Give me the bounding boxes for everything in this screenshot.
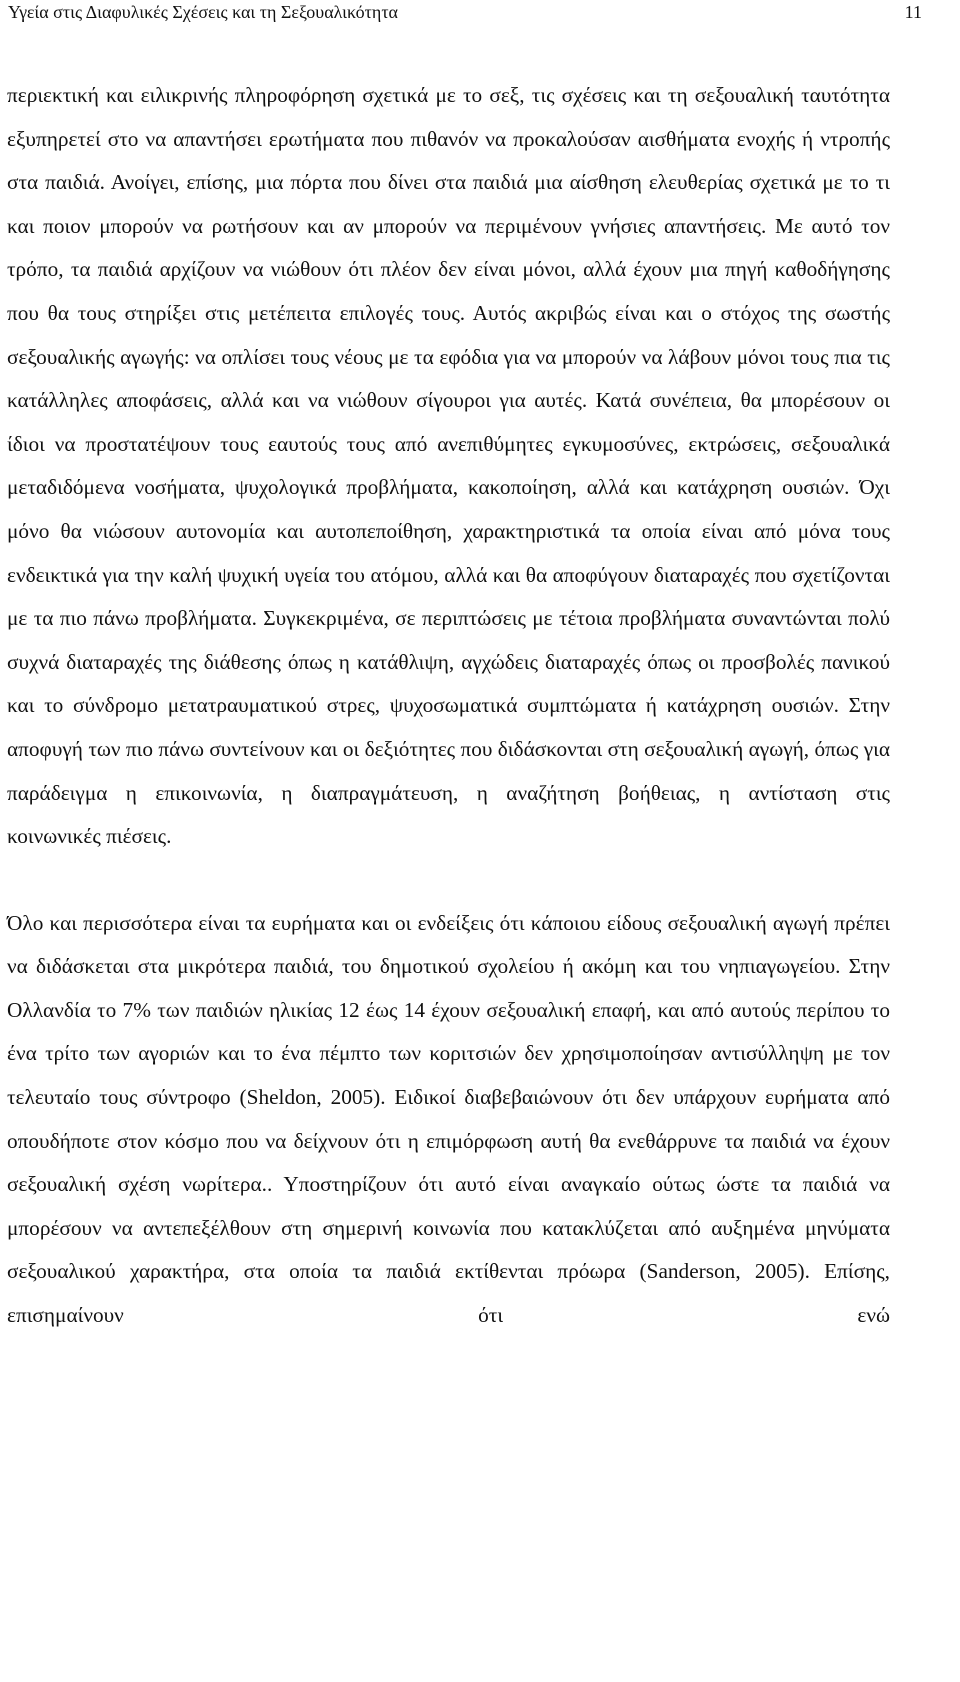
page-number: 11 [904, 2, 922, 22]
running-title: Υγεία στις Διαφυλικές Σχέσεις και τη Σεξουαλικότητα [8, 2, 398, 22]
document-body [7, 74, 890, 1338]
paragraph-text: περιεκτική και ειλικρινής πληροφόρηση σχετικά με το σεξ, τις σχέσεις και τη σεξουαλική ταυτότητα εξυπηρετεί στο να απαντήσει ερωτήματα που πιθανόν να προκαλούσαν αισθήματα ενοχής ή ντροπής στα παιδιά. Ανοίγει, επίσης, μια πόρτα που δίνει στα παιδιά μια αίσθηση ελευθερίας σχετικά με το τι και ποιον μπορούν να ρωτήσουν και αν μπορούν να περιμένουν γνήσιες απαντήσεις. Με αυτό τον τρόπο, τα παιδιά αρχίζουν να νιώθουν ότι πλέον δεν είναι μόνοι, αλλά έχουν μια πηγή καθοδήγησης που θα τους στηρίξει στις μετέπειτα επιλογές τους. Αυτός ακριβώς είναι και ο στόχος της σωστής σεξουαλικής αγωγής: να οπλίσει τους νέους με τα εφόδια για να μπορούν να λάβουν μόνοι τους πια τις κατάλληλες αποφάσεις, αλλά και να νιώθουν σίγουροι για αυτές. Κατά συνέπεια, θα μπορέσουν οι ίδιοι να προστατέψουν τους εαυτούς τους από ανεπιθύμητες εγκυμοσύνες, εκτρώσεις, σεξουαλικά μεταδιδόμενα νοσήματα, ψυχολογικά προβλήματα, κακοποίηση, αλλά και κατάχρηση ουσιών. Όχι μόνο θα νιώσουν αυτονομία και αυτοπεποίθηση, χαρακτηριστικά τα οποία είναι από μόνα τους ενδεικτικά για την καλή ψυχική υγεία του ατόμου, αλλά και θα αποφύγουν διαταραχές που σχετίζονται με τα πιο πάνω προβλήματα. Συγκεκριμένα, σε περιπτώσεις με τέτοια προβλήματα συναντώνται πολύ συχνά διαταραχές της διάθεσης όπως η κατάθλιψη, αγχώδεις διαταραχές όπως οι προσβολές πανικού και το σύνδρομο μετατραυματικού στρες, ψυχοσωματικά συμπτώματα ή κατάχρηση ουσιών. Στην αποφυγή των πιο πάνω συντείνουν και οι δεξιότητες που διδάσκονται στη σεξουαλική αγωγή, όπως για παράδειγμα η επικοινωνία, η διαπραγμάτευση, η αναζήτηση βοήθειας, η αντίσταση στις [7, 83, 890, 805]
body-paragraph [7, 902, 890, 1338]
body-paragraph [7, 74, 890, 859]
paragraph-last-line: κοινωνικές πιέσεις. [7, 824, 172, 849]
paragraph-text: Όλο και περισσότερα είναι τα ευρήματα και οι ενδείξεις ότι κάποιου είδους σεξουαλική αγωγή πρέπει να διδάσκεται στα μικρότερα παιδιά, του δημοτικού σχολείου ή ακόμη και του νηπιαγωγείου. Στην Ολλανδία το 7% των παιδιών ηλικίας 12 έως 14 έχουν σεξουαλική επαφή, και από αυτούς περίπου το ένα τρίτο των αγοριών και το ένα πέμπτο των κοριτσιών δεν χρησιμοποίησαν αντισύλληψη με τον τελευταίο τους σύντροφο (Sheldon, 2005). Ειδικοί διαβεβαιώνουν ότι δεν υπάρχουν ευρήματα από οπουδήποτε στον κόσμο που να δείχνουν ότι η επιμόρφωση αυτή θα ενεθάρρυνε τα παιδιά να έχουν σεξουαλική σχέση νωρίτερα.. Υποστηρίζουν ότι αυτό είναι αναγκαίο ούτως ώστε τα παιδιά να μπορέσουν να αντεπεξέλθουν στη σημερινή κοινωνία που κατακλύζεται από αυξημένα μηνύματα σεξουαλικού χαρακτήρα, στα οποία τα παιδιά εκτίθενται πρόωρα (Sanderson, 2005). Επίσης, επισημαίνουν ότι ενώ [7, 910, 890, 1328]
page-header [8, 0, 922, 40]
